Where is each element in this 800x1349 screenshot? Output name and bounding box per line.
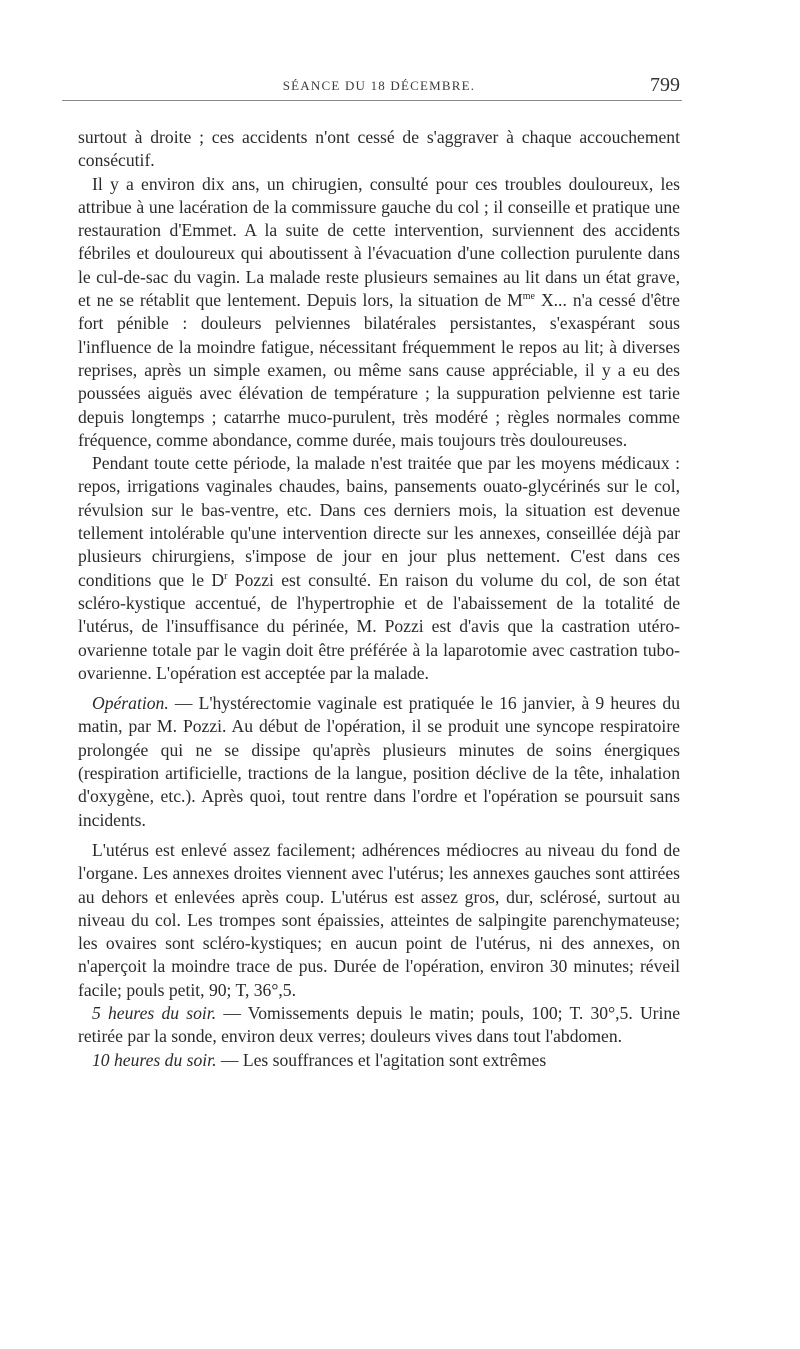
paragraph-6: [78, 1002, 680, 1049]
paragraph-2: [78, 173, 680, 453]
time-label-5h: 5 heures du soir.: [92, 1002, 217, 1023]
page-header: [78, 74, 680, 98]
paragraph-7-text: — Les souffrances et l'agitation sont extrêmes: [216, 1049, 547, 1070]
paragraph-7: [78, 1049, 680, 1072]
superscript-r: r: [224, 570, 228, 582]
paragraph-3-text-a: Pendant toute cette période, la malade n'est traitée que par les moyens médicaux : repos, irrigations vaginales chaudes, bains, pansements ouato-glycérinés sur le col, révulsion sur le bas-ventre, etc. Dans ces derniers mois, la situation est devenue tellement intolérable qu'une intervention directe sur les annexes, conseillée déjà par plusieurs chirurgiens, s'impose de jour en jour plus nettement. C'est dans ces conditions que le D: [78, 453, 680, 590]
operation-label: Opération.: [92, 693, 169, 714]
paragraph-4-text: — L'hystérectomie vaginale est pratiquée le 16 janvier, à 9 heures du matin, par M. Pozzi. Au début de l'opération, il se produit une syncope respiratoire prolongée qui ne se dissipe qu'après plusieurs minutes de soins énergiques (respiration artificielle, tractions de la langue, position déclive de la tête, inhalation d'oxygène, etc.). Après quoi, tout rentre dans l'ordre et l'opération se poursuit sans incidents.: [78, 693, 680, 830]
superscript-me: me: [522, 291, 535, 303]
paragraph-4: [78, 692, 680, 832]
paragraph-2-text-a: Il y a environ dix ans, un chirugien, consulté pour ces troubles douloureux, les attribue à une lacération de la commissure gauche du col ; il conseille et pratique une restauration d'Emmet. A la suite de cette intervention, surviennent des accidents fébriles et douloureux qui aboutissent à l'évacuation d'une collection purulente dans le cul-de-sac du vagin. La malade reste plusieurs semaines au lit dans un état grave, et ne se rétablit que lentement. Depuis lors, la situation de M: [78, 173, 680, 311]
running-title: SÉANCE DU 18 DÉCEMBRE.: [282, 78, 476, 93]
paragraph-6-text: — Vomissements depuis le matin; pouls, 100; T. 30°,5. Urine retirée par la sonde, environ deux verres; douleurs vives dans tout l'abdomen.: [78, 1002, 680, 1047]
paragraph-5: [78, 839, 680, 1002]
page-number: 799: [650, 74, 680, 96]
paragraph-3: [78, 452, 680, 685]
paragraph-1: [78, 126, 680, 173]
paragraph-3-text-b: Pozzi est consulté. En raison du volume du col, de son état scléro-kystique accentué, de l'hypertrophie et de l'abaissement de la totalité de l'utérus, de l'insuffisance du périnée, M. Pozzi est d'avis que la castration utéro-ovarienne totale par le vagin doit être préférée à la laparotomie avec castration tubo-ovarienne. L'opération est acceptée par la malade.: [78, 569, 680, 683]
time-label-10h: 10 heures du soir.: [92, 1049, 217, 1070]
body-text: [78, 126, 680, 1072]
paragraph-1-text: surtout à droite ; ces accidents n'ont cessé de s'aggraver à chaque accouchement consécutif.: [78, 127, 680, 171]
header-rule: [62, 100, 682, 101]
paragraph-5-text: L'utérus est enlevé assez facilement; adhérences médiocres au niveau du fond de l'organe. Les annexes droites viennent avec l'utérus; les annexes gauches sont attirées au dehors et enlevées après coup. L'utérus est assez gros, dur, sclérosé, surtout au niveau du col. Les trompes sont épaissies, atteintes de salpingite parenchymateuse; les ovaires sont scléro-kystiques; en aucun point de l'utérus, ni des annexes, on n'aperçoit la moindre trace de pus. Durée de l'opération, environ 30 minutes; réveil facile; pouls petit, 90; T, 36°,5.: [78, 839, 680, 1000]
paragraph-2-text-b: X... n'a cessé d'être fort pénible : douleurs pelviennes bilatérales persistantes, s'exaspérant sous l'influence de la moindre fatigue, nécessitant fréquemment le repos au lit; à diverses reprises, après un simple examen, ou même sans cause appréciable, il y a eu des poussées aiguës avec élévation de température ; la suppuration pelvienne est tarie depuis longtemps ; catarrhe muco-purulent, très modéré ; règles normales comme fréquence, comme abondance, comme durée, mais toujours très douloureuses.: [78, 290, 680, 450]
